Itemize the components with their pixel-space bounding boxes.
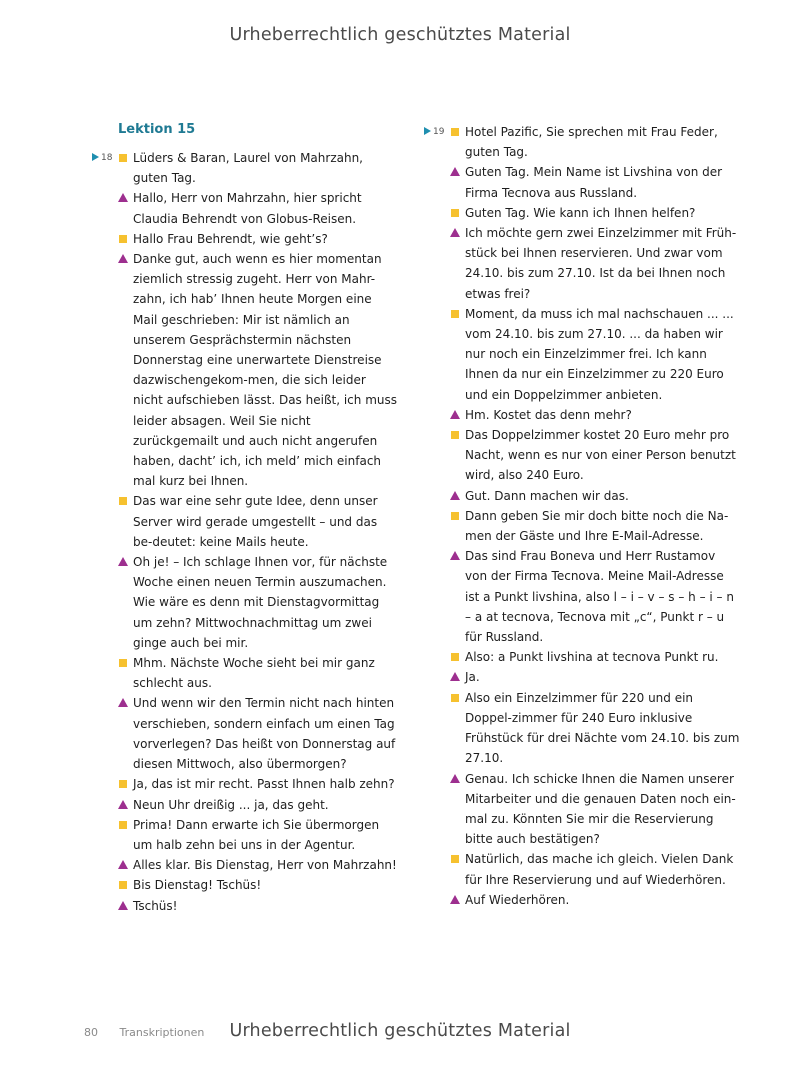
dialogue-text: Lüders & Baran, Laurel von Mahrzahn, guten Tag.: [133, 151, 363, 186]
dialogue-text: Also: a Punkt livshina at tecnova Punkt ru.: [465, 650, 719, 665]
dialogue-text: Danke gut, auch wenn es hier momentan ziemlich stressig zugeht. Herr von Mahr-zahn, ich hab’ Ihnen heute Morgen eine Mail geschrieben: Mir ist nämlich an unserem Gesprächstermin nächsten Donnerstag eine unerwartete Dienstreise dazwischengekom-men, die sich leider nicht aufschieben lässt. Das heißt, ich muss leider absagen. Weil Sie nicht zurückgemailt und auch nicht angerufen haben, dacht’ ich, ich meld’ mich einfach mal kurz bei Ihnen.: [133, 252, 397, 489]
dialogue-line: [420, 162, 740, 202]
dialogue-line: [88, 148, 398, 188]
speaker-a-square-icon: [119, 780, 127, 788]
dialogue-text: Hallo Frau Behrendt, wie geht’s?: [133, 231, 328, 246]
dialogue-text: Guten Tag. Mein Name ist Livshina von der Firma Tecnova aus Russland.: [465, 165, 723, 200]
dialogue-line: [88, 653, 398, 693]
dialogue-line: [88, 693, 398, 774]
dialogue-text: Und wenn wir den Termin nicht nach hinten verschieben, sondern einfach um einen Tag vorverlegen? Das heißt von Donnerstag auf diesen Mittwoch, also übermorgen?: [133, 696, 396, 772]
dialogue-text: Moment, da muss ich mal nachschauen ... ... vom 24.10. bis zum 27.10. ... da haben wir nur noch ein Einzelzimmer frei. Ich kann Ihnen da nur ein Einzelzimmer zu 220 Euro und ein Doppelzimmer anbieten.: [465, 306, 734, 402]
dialogue-text: Ja, das ist mir recht. Passt Ihnen halb zehn?: [133, 777, 395, 792]
speaker-a-square-icon: [451, 694, 459, 702]
dialogue-text: Hm. Kostet das denn mehr?: [465, 407, 632, 422]
dialogue-text: Guten Tag. Wie kann ich Ihnen helfen?: [465, 205, 696, 220]
audio-track-marker: [92, 153, 112, 163]
speaker-a-square-icon: [119, 881, 127, 889]
left-column: [88, 122, 398, 916]
dialogue-line: [420, 486, 740, 506]
dialogue-line: [420, 425, 740, 486]
dialogue-text: Hotel Pazific, Sie sprechen mit Frau Feder, guten Tag.: [465, 125, 718, 160]
speaker-b-triangle-icon: [118, 193, 128, 202]
dialogue-line: [88, 229, 398, 249]
dialogue-text: Also ein Einzelzimmer für 220 und ein Doppel-zimmer für 240 Euro inklusive Frühstück für drei Nächte vom 24.10. bis zum 27.10.: [465, 690, 740, 766]
speaker-b-triangle-icon: [450, 672, 460, 681]
dialogue-text: Natürlich, das mache ich gleich. Vielen Dank für Ihre Reservierung und auf Wiederhören.: [465, 852, 734, 887]
watermark-bottom: Urheberrechtlich geschütztes Material: [229, 1021, 571, 1041]
speaker-a-square-icon: [451, 128, 459, 136]
dialogue-line: [420, 506, 740, 546]
speaker-b-triangle-icon: [450, 895, 460, 904]
track-number: 18: [101, 153, 113, 163]
dialogue-text: Das war eine sehr gute Idee, denn unser Server wird gerade umgestellt – und das be-deutet: keine Mails heute.: [133, 494, 378, 549]
dialogue-text: Das Doppelzimmer kostet 20 Euro mehr pro Nacht, wenn es nur von einer Person benutzt wird, also 240 Euro.: [465, 428, 736, 483]
dialogue-line: [88, 795, 398, 815]
speaker-b-triangle-icon: [450, 167, 460, 176]
section-label: Transkriptionen: [119, 1026, 205, 1039]
speaker-a-square-icon: [451, 855, 459, 863]
dialogue-list-left: [88, 148, 398, 916]
speaker-a-square-icon: [119, 497, 127, 505]
dialogue-line: [88, 552, 398, 653]
speaker-a-square-icon: [451, 512, 459, 520]
watermark-top: Urheberrechtlich geschütztes Material: [229, 25, 571, 45]
dialogue-text: Prima! Dann erwarte ich Sie übermorgen um halb zehn bei uns in der Agentur.: [133, 817, 380, 852]
speaker-a-square-icon: [451, 310, 459, 318]
dialogue-line: [420, 304, 740, 405]
speaker-b-triangle-icon: [118, 901, 128, 910]
dialogue-line: [420, 769, 740, 850]
dialogue-line: [420, 667, 740, 687]
page-number: 80: [84, 1026, 98, 1039]
dialogue-line: [420, 546, 740, 647]
dialogue-line: [420, 849, 740, 889]
dialogue-line: [420, 647, 740, 667]
dialogue-line: [88, 491, 398, 552]
dialogue-line: [420, 223, 740, 304]
speaker-a-square-icon: [119, 821, 127, 829]
dialogue-text: Genau. Ich schicke Ihnen die Namen unserer Mitarbeiter und die genauen Daten noch ein-mal zu. Könnten Sie mir die Reservierung bitte auch bestätigen?: [465, 771, 736, 847]
dialogue-line: [88, 815, 398, 855]
play-icon: [424, 127, 431, 135]
speaker-a-square-icon: [451, 209, 459, 217]
track-number: 19: [433, 127, 445, 137]
right-column: [420, 122, 740, 910]
speaker-a-square-icon: [119, 659, 127, 667]
dialogue-line: [88, 855, 398, 875]
dialogue-text: Neun Uhr dreißig ... ja, das geht.: [133, 797, 329, 812]
speaker-b-triangle-icon: [118, 254, 128, 263]
speaker-b-triangle-icon: [450, 228, 460, 237]
dialogue-text: Hallo, Herr von Mahrzahn, hier spricht Claudia Behrendt von Globus-Reisen.: [133, 191, 362, 226]
dialogue-line: [88, 249, 398, 491]
dialogue-text: Auf Wiederhören.: [465, 892, 570, 907]
dialogue-line: [420, 890, 740, 910]
dialogue-line: [420, 203, 740, 223]
dialogue-text: Bis Dienstag! Tschüs!: [133, 878, 262, 893]
dialogue-text: Dann geben Sie mir doch bitte noch die Na-men der Gäste und Ihre E-Mail-Adresse.: [465, 508, 729, 544]
speaker-b-triangle-icon: [118, 698, 128, 707]
dialogue-line: [88, 896, 398, 916]
dialogue-text: Ich möchte gern zwei Einzelzimmer mit Früh-stück bei Ihnen reservieren. Und zwar vom 24.10. bis zum 27.10. Ist da bei Ihnen noch etwas frei?: [465, 226, 737, 301]
speaker-b-triangle-icon: [450, 774, 460, 783]
dialogue-text: Alles klar. Bis Dienstag, Herr von Mahrzahn!: [133, 858, 397, 873]
play-icon: [92, 153, 99, 161]
audio-track-marker: [424, 127, 444, 137]
dialogue-text: Ja.: [465, 670, 480, 685]
speaker-a-square-icon: [451, 653, 459, 661]
speaker-a-square-icon: [119, 154, 127, 162]
speaker-b-triangle-icon: [450, 410, 460, 419]
speaker-a-square-icon: [451, 431, 459, 439]
lesson-heading: Lektion 15: [118, 122, 196, 137]
dialogue-text: Oh je! – Ich schlage Ihnen vor, für nächste Woche einen neuen Termin auszumachen. Wie wäre es denn mit Dienstagvormittag um zehn? Mittwochnachmittag um zwei ginge auch bei mir.: [133, 555, 388, 650]
dialogue-line: [420, 405, 740, 425]
dialogue-text: Das sind Frau Boneva und Herr Rustamov von der Firma Tecnova. Meine Mail-Adresse ist a Punkt livshina, also l – i – v – s – h – i – n – a at tecnova, Tecnova mit „c“, Punkt r – u für Russland.: [465, 549, 734, 645]
speaker-b-triangle-icon: [450, 491, 460, 500]
dialogue-line: [88, 188, 398, 228]
speaker-b-triangle-icon: [450, 551, 460, 560]
dialogue-text: Tschüs!: [133, 898, 178, 913]
speaker-b-triangle-icon: [118, 557, 128, 566]
speaker-b-triangle-icon: [118, 800, 128, 809]
dialogue-line: [420, 122, 740, 162]
dialogue-line: [420, 688, 740, 769]
dialogue-line: [88, 774, 398, 794]
dialogue-text: Gut. Dann machen wir das.: [465, 488, 629, 503]
dialogue-list-right: [420, 122, 740, 910]
dialogue-text: Mhm. Nächste Woche sieht bei mir ganz schlecht aus.: [133, 656, 375, 691]
speaker-a-square-icon: [119, 235, 127, 243]
speaker-b-triangle-icon: [118, 860, 128, 869]
dialogue-line: [88, 875, 398, 895]
